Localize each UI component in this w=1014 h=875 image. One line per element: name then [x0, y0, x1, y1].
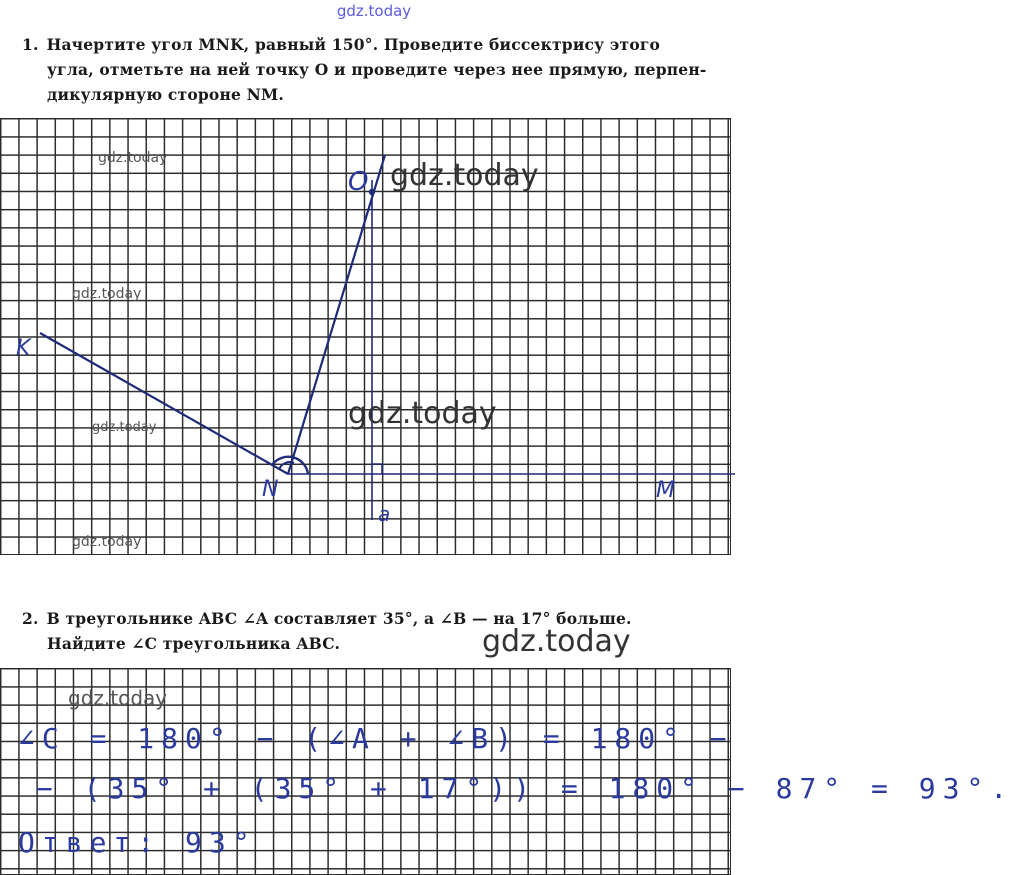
task2-number: 2.	[22, 609, 39, 628]
watermark: gdz.today	[72, 286, 142, 302]
watermark: gdz.today	[92, 420, 157, 435]
site-watermark-header: gdz.today	[336, 2, 412, 20]
label-a: a	[378, 502, 391, 526]
watermark: gdz.today	[68, 686, 168, 710]
task2-line-2: Найдите ∠C треугольника ABC.	[47, 634, 341, 653]
task2-line-1: В треугольнике ABC ∠A составляет 35°, а ∠B — на 17° больше.	[46, 609, 632, 628]
ray-nk	[40, 333, 288, 474]
task1-line-2: угла, отметьте на ней точку O и проведите через нее прямую, перпен-	[47, 60, 707, 79]
task1-line-3: дикулярную стороне NM.	[47, 85, 284, 104]
watermark: gdz.today	[98, 150, 168, 166]
solution-line-1: ∠C = 180° − (∠A + ∠B) = 180° −	[18, 722, 734, 755]
task1-line-1: Начертите угол MNK, равный 150°. Проведите биссектрису этого	[46, 35, 661, 54]
watermark: gdz.today	[72, 534, 142, 550]
point-o	[369, 189, 375, 195]
watermark: gdz.today	[348, 396, 497, 431]
watermark: gdz.today	[390, 158, 539, 193]
task1-number: 1.	[22, 35, 39, 54]
label-o: O	[348, 167, 369, 197]
label-n: N	[262, 477, 279, 502]
watermark: gdz.today	[482, 624, 631, 659]
angle-arc-inner	[279, 462, 294, 470]
right-angle-mark	[372, 464, 382, 474]
solution-line-2: − (35° + (35° + 17°)) = 180° − 87° = 93°.	[36, 772, 1014, 805]
answer-line: Ответ: 93°	[18, 826, 257, 859]
label-k: K	[16, 336, 31, 361]
label-m: M	[656, 478, 675, 503]
